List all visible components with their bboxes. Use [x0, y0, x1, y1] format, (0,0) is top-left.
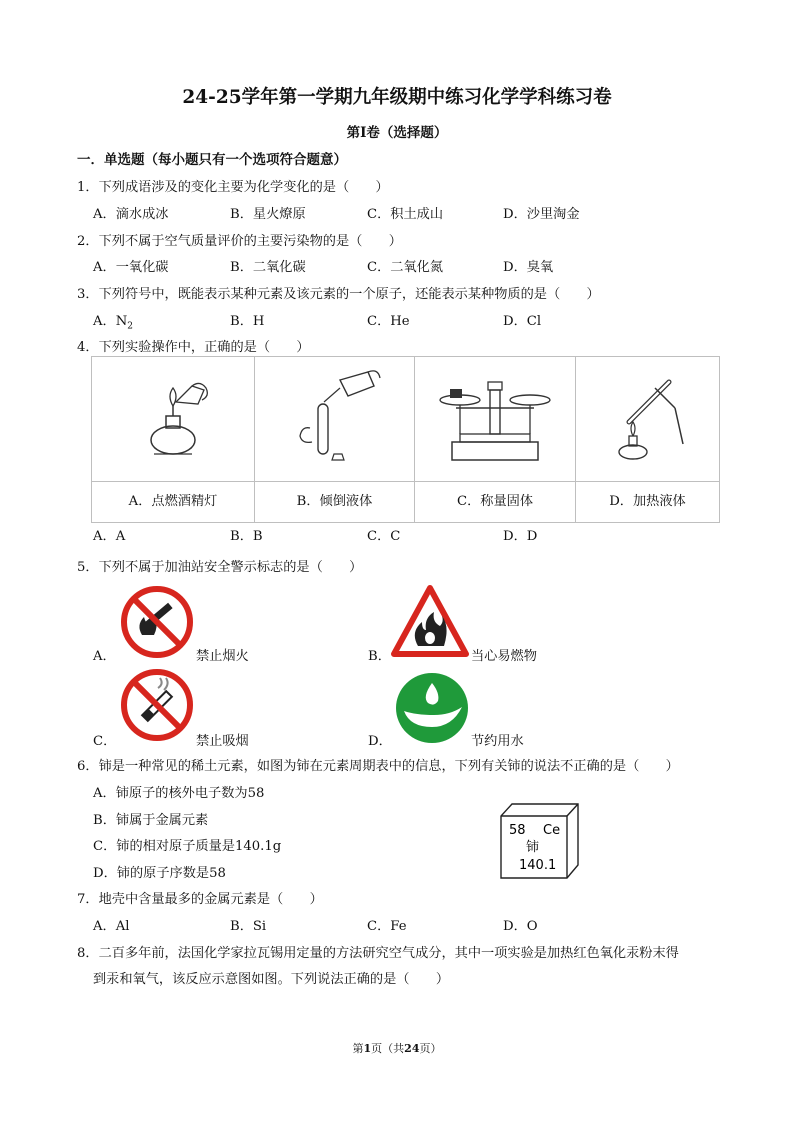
- q3-option-a: [93, 314, 133, 332]
- q6-option-b: B．铈属于金属元素: [93, 813, 209, 828]
- element-cell-figure: [500, 803, 580, 879]
- q1-option-b: B．星火燎原: [230, 207, 306, 222]
- q3-option-a-subscript: 2: [127, 321, 133, 332]
- q6-option-d: D．铈的原子序数是58: [93, 866, 226, 881]
- q3-option-b: B．H: [230, 314, 265, 329]
- q8-stem-line2: 到汞和氧气，该反应示意图如图。下列说法正确的是（ ）: [93, 972, 450, 987]
- q5-option-c: C．: [93, 734, 117, 749]
- q1-stem: 1．下列成语涉及的变化主要为化学变化的是（ ）: [77, 180, 389, 195]
- q4-cell-a-image: [92, 357, 255, 482]
- q1-option-c: C．积土成山: [367, 207, 444, 222]
- q4-cell-c-label: C．称量固体: [415, 482, 576, 523]
- q1-option-a: A．滴水成冰: [93, 207, 169, 222]
- no-smoking-sign-icon: [118, 666, 196, 744]
- page-footer: [0, 1042, 794, 1055]
- q4-option-d: D．D: [503, 529, 538, 544]
- no-fire-sign-icon: [118, 583, 196, 661]
- q3-stem: 3．下列符号中，既能表示某种元素及该元素的一个原子，还能表示某种物质的是（ ）: [77, 287, 600, 302]
- q5-option-a: A．: [93, 649, 116, 664]
- q2-option-b: B．二氧化碳: [230, 260, 306, 275]
- q1-option-d: D．沙里淘金: [503, 207, 580, 222]
- q4-cell-c-image: [415, 357, 576, 482]
- q4-stem: 4．下列实验操作中，正确的是（ ）: [77, 340, 310, 355]
- pouring-liquid-icon: [280, 362, 390, 472]
- q5-option-a-label: 禁止烟火: [196, 649, 249, 664]
- q7-option-a: A．Al: [93, 919, 130, 934]
- q6-option-a: A．铈原子的核外电子数为58: [93, 786, 265, 801]
- water-saving-sign-icon: [394, 671, 470, 745]
- volume-subtitle: 第Ⅰ卷（选择题）: [346, 125, 448, 141]
- section-heading: 一．单选题（每小题只有一个选项符合题意）: [77, 152, 347, 168]
- balance-scale-icon: [430, 362, 560, 472]
- q4-cell-b-label: B．倾倒液体: [255, 482, 415, 523]
- q8-stem-line1: 8．二百多年前，法国化学家拉瓦锡用定量的方法研究空气成分，其中一项实验是加热红色氧化汞粉末得: [77, 946, 679, 961]
- element-atomic-number: 58: [509, 823, 526, 838]
- q4-cell-d-label: D．加热液体: [576, 482, 720, 523]
- q3-option-c: C．He: [367, 314, 410, 329]
- q2-option-c: C．二氧化氮: [367, 260, 444, 275]
- q7-stem: 7．地壳中含量最多的金属元素是（ ）: [77, 892, 323, 907]
- q5-option-d: D．: [368, 734, 392, 749]
- heating-liquid-icon: [593, 362, 703, 472]
- q2-option-a: A．一氧化碳: [93, 260, 169, 275]
- q4-option-a: A．A: [93, 529, 126, 544]
- footer-suffix: 页）: [419, 1042, 442, 1055]
- footer-page-number: 1: [363, 1042, 372, 1055]
- q5-option-b-label: 当心易燃物: [471, 649, 537, 664]
- q5-stem: 5．下列不属于加油站安全警示标志的是（ ）: [77, 560, 363, 575]
- q7-option-c: C．Fe: [367, 919, 407, 934]
- q5-option-d-label: 节约用水: [471, 734, 524, 749]
- q3-option-a-text: A．N: [93, 314, 128, 329]
- flammable-warning-sign-icon: [390, 584, 470, 658]
- q4-option-c: C．C: [367, 529, 401, 544]
- q3-option-d: D．Cl: [503, 314, 542, 329]
- q4-option-b: B．B: [230, 529, 263, 544]
- q7-option-d: D．O: [503, 919, 538, 934]
- q5-option-c-label: 禁止吸烟: [196, 734, 249, 749]
- q6-stem: 6．铈是一种常见的稀土元素，如图为铈在元素周期表中的信息，下列有关铈的说法不正确的是（ ）: [77, 759, 679, 774]
- q2-option-d: D．臭氧: [503, 260, 554, 275]
- q4-cell-a-label: A．点燃酒精灯: [92, 482, 255, 523]
- q4-figure-table: [91, 356, 720, 523]
- alcohol-lamp-icon: [118, 362, 228, 472]
- q4-cell-b-image: [255, 357, 415, 482]
- exam-title: 24-25学年第一学期九年级期中练习化学学科练习卷: [182, 87, 612, 108]
- q5-option-b: B．: [368, 649, 391, 664]
- q2-stem: 2．下列不属于空气质量评价的主要污染物的是（ ）: [77, 234, 402, 249]
- element-symbol: Ce: [543, 823, 561, 838]
- q4-cell-d-image: [576, 357, 720, 482]
- footer-middle: 页（共: [371, 1042, 405, 1055]
- footer-total-pages: 24: [404, 1042, 420, 1055]
- element-name: 铈: [526, 840, 540, 855]
- q7-option-b: B．Si: [230, 919, 267, 934]
- footer-prefix: 第: [352, 1042, 364, 1055]
- q6-option-c: C．铈的相对原子质量是140.1g: [93, 839, 282, 854]
- element-atomic-mass: 140.1: [519, 858, 557, 873]
